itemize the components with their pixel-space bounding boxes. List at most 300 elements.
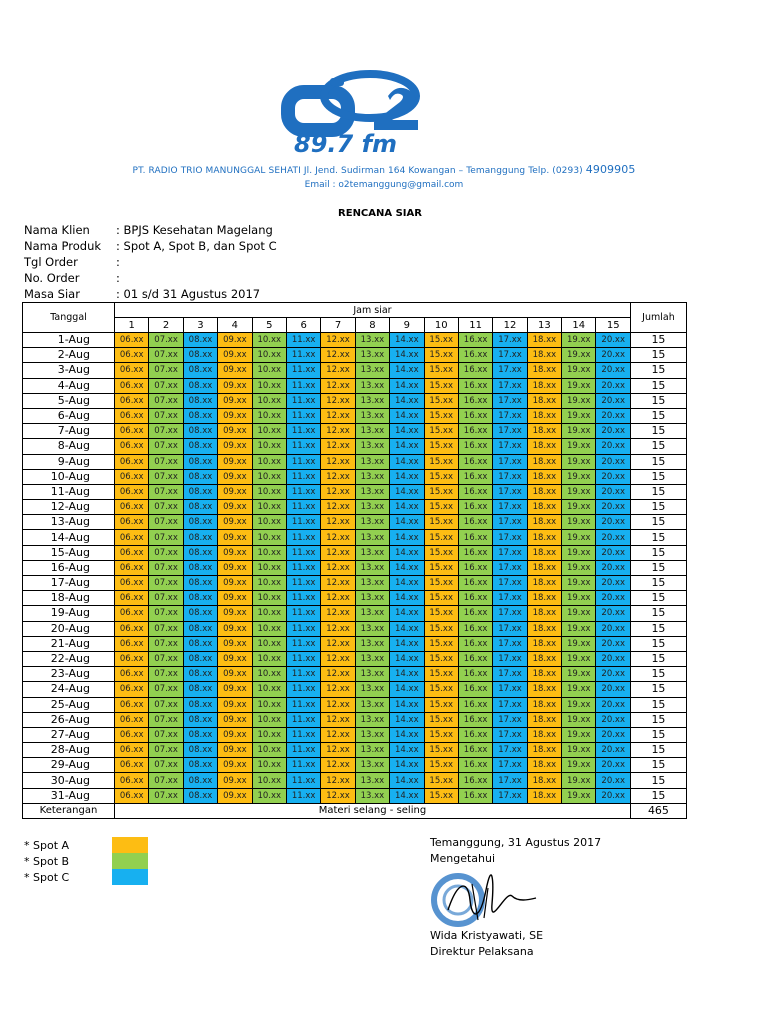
slot-cell: 06.xx	[115, 424, 149, 439]
slot-cell: 19.xx	[562, 697, 596, 712]
slot-cell: 09.xx	[218, 439, 252, 454]
slot-cell: 14.xx	[390, 667, 424, 682]
slot-cell: 13.xx	[355, 393, 389, 408]
slot-cell: 12.xx	[321, 393, 355, 408]
slot-cell: 10.xx	[252, 408, 286, 423]
slot-cell: 18.xx	[527, 591, 561, 606]
slot-cell: 17.xx	[493, 530, 527, 545]
hour-header: 7	[321, 318, 355, 333]
signature-stamp	[428, 870, 540, 930]
slot-cell: 10.xx	[252, 500, 286, 515]
slot-cell: 12.xx	[321, 743, 355, 758]
slot-cell: 17.xx	[493, 743, 527, 758]
slot-cell: 17.xx	[493, 636, 527, 651]
slot-cell: 13.xx	[355, 576, 389, 591]
hour-header: 1	[115, 318, 149, 333]
slot-cell: 11.xx	[286, 424, 320, 439]
jumlah-cell: 15	[630, 469, 686, 484]
slot-cell: 09.xx	[218, 560, 252, 575]
slot-cell: 08.xx	[183, 378, 217, 393]
slot-cell: 17.xx	[493, 378, 527, 393]
slot-cell: 14.xx	[390, 363, 424, 378]
table-row	[23, 606, 687, 621]
slot-cell: 11.xx	[286, 500, 320, 515]
legend-label: * Spot B	[24, 854, 70, 868]
slot-cell: 12.xx	[321, 545, 355, 560]
slot-cell: 10.xx	[252, 697, 286, 712]
slot-cell: 09.xx	[218, 591, 252, 606]
broadcast-schedule-table	[22, 302, 687, 819]
slot-cell: 13.xx	[355, 712, 389, 727]
slot-cell: 18.xx	[527, 743, 561, 758]
slot-cell: 07.xx	[149, 500, 183, 515]
slot-cell: 13.xx	[355, 484, 389, 499]
slot-cell: 19.xx	[562, 454, 596, 469]
slot-cell: 15.xx	[424, 424, 458, 439]
slot-cell: 17.xx	[493, 333, 527, 348]
slot-cell: 11.xx	[286, 651, 320, 666]
date-cell: 25-Aug	[23, 697, 115, 712]
slot-cell: 17.xx	[493, 348, 527, 363]
slot-cell: 12.xx	[321, 469, 355, 484]
slot-cell: 17.xx	[493, 469, 527, 484]
slot-cell: 07.xx	[149, 378, 183, 393]
hour-header: 15	[596, 318, 630, 333]
date-cell: 5-Aug	[23, 393, 115, 408]
jumlah-cell: 15	[630, 333, 686, 348]
slot-cell: 18.xx	[527, 773, 561, 788]
date-cell: 22-Aug	[23, 651, 115, 666]
slot-cell: 07.xx	[149, 697, 183, 712]
slot-cell: 12.xx	[321, 591, 355, 606]
slot-cell: 20.xx	[596, 697, 630, 712]
slot-cell: 14.xx	[390, 636, 424, 651]
date-cell: 9-Aug	[23, 454, 115, 469]
signature-block	[430, 836, 601, 868]
info-row	[24, 223, 277, 239]
slot-cell: 18.xx	[527, 393, 561, 408]
slot-cell: 16.xx	[458, 606, 492, 621]
slot-cell: 11.xx	[286, 758, 320, 773]
slot-cell: 19.xx	[562, 484, 596, 499]
slot-cell: 06.xx	[115, 333, 149, 348]
slot-cell: 13.xx	[355, 773, 389, 788]
slot-cell: 08.xx	[183, 408, 217, 423]
slot-cell: 16.xx	[458, 788, 492, 803]
slot-cell: 07.xx	[149, 606, 183, 621]
slot-cell: 12.xx	[321, 515, 355, 530]
hour-header: 14	[562, 318, 596, 333]
slot-cell: 08.xx	[183, 393, 217, 408]
slot-cell: 19.xx	[562, 743, 596, 758]
slot-cell: 12.xx	[321, 636, 355, 651]
slot-cell: 17.xx	[493, 606, 527, 621]
slot-cell: 12.xx	[321, 667, 355, 682]
slot-cell: 08.xx	[183, 576, 217, 591]
slot-cell: 08.xx	[183, 515, 217, 530]
slot-cell: 20.xx	[596, 545, 630, 560]
slot-cell: 06.xx	[115, 348, 149, 363]
slot-cell: 13.xx	[355, 651, 389, 666]
slot-cell: 07.xx	[149, 424, 183, 439]
slot-cell: 15.xx	[424, 378, 458, 393]
slot-cell: 10.xx	[252, 530, 286, 545]
slot-cell: 15.xx	[424, 333, 458, 348]
slot-cell: 09.xx	[218, 621, 252, 636]
slot-cell: 20.xx	[596, 333, 630, 348]
slot-cell: 17.xx	[493, 545, 527, 560]
slot-cell: 16.xx	[458, 560, 492, 575]
slot-cell: 14.xx	[390, 408, 424, 423]
slot-cell: 18.xx	[527, 439, 561, 454]
slot-cell: 18.xx	[527, 530, 561, 545]
date-cell: 18-Aug	[23, 591, 115, 606]
table-row	[23, 515, 687, 530]
slot-cell: 17.xx	[493, 484, 527, 499]
slot-cell: 06.xx	[115, 727, 149, 742]
table-row	[23, 651, 687, 666]
slot-cell: 06.xx	[115, 469, 149, 484]
slot-cell: 09.xx	[218, 348, 252, 363]
slot-cell: 18.xx	[527, 500, 561, 515]
slot-cell: 13.xx	[355, 591, 389, 606]
slot-cell: 12.xx	[321, 439, 355, 454]
slot-cell: 18.xx	[527, 484, 561, 499]
slot-cell: 11.xx	[286, 576, 320, 591]
slot-cell: 11.xx	[286, 621, 320, 636]
jumlah-cell: 15	[630, 515, 686, 530]
slot-cell: 17.xx	[493, 363, 527, 378]
date-cell: 12-Aug	[23, 500, 115, 515]
slot-cell: 16.xx	[458, 667, 492, 682]
slot-cell: 10.xx	[252, 545, 286, 560]
slot-cell: 10.xx	[252, 484, 286, 499]
slot-cell: 20.xx	[596, 469, 630, 484]
slot-cell: 13.xx	[355, 363, 389, 378]
date-cell: 20-Aug	[23, 621, 115, 636]
date-cell: 19-Aug	[23, 606, 115, 621]
slot-cell: 16.xx	[458, 439, 492, 454]
slot-cell: 15.xx	[424, 667, 458, 682]
slot-cell: 06.xx	[115, 591, 149, 606]
slot-cell: 16.xx	[458, 530, 492, 545]
slot-cell: 13.xx	[355, 500, 389, 515]
jumlah-cell: 15	[630, 682, 686, 697]
jumlah-cell: 15	[630, 727, 686, 742]
slot-cell: 06.xx	[115, 606, 149, 621]
slot-cell: 10.xx	[252, 712, 286, 727]
table-row	[23, 788, 687, 803]
slot-cell: 07.xx	[149, 576, 183, 591]
slot-cell: 18.xx	[527, 727, 561, 742]
info-label: Nama Klien	[24, 223, 90, 237]
slot-cell: 07.xx	[149, 454, 183, 469]
jumlah-cell: 15	[630, 712, 686, 727]
slot-cell: 18.xx	[527, 363, 561, 378]
slot-cell: 18.xx	[527, 697, 561, 712]
slot-cell: 17.xx	[493, 424, 527, 439]
slot-cell: 20.xx	[596, 788, 630, 803]
slot-cell: 06.xx	[115, 712, 149, 727]
slot-cell: 19.xx	[562, 606, 596, 621]
slot-cell: 09.xx	[218, 788, 252, 803]
slot-cell: 11.xx	[286, 591, 320, 606]
slot-cell: 15.xx	[424, 515, 458, 530]
info-value: :	[116, 271, 120, 285]
slot-cell: 08.xx	[183, 333, 217, 348]
date-cell: 15-Aug	[23, 545, 115, 560]
jumlah-cell: 15	[630, 591, 686, 606]
legend-item	[24, 853, 148, 869]
jumlah-cell: 15	[630, 773, 686, 788]
slot-cell: 17.xx	[493, 773, 527, 788]
slot-cell: 17.xx	[493, 621, 527, 636]
slot-cell: 07.xx	[149, 621, 183, 636]
slot-cell: 07.xx	[149, 667, 183, 682]
date-cell: 24-Aug	[23, 682, 115, 697]
date-cell: 7-Aug	[23, 424, 115, 439]
jumlah-cell: 15	[630, 454, 686, 469]
slot-cell: 11.xx	[286, 454, 320, 469]
slot-cell: 16.xx	[458, 712, 492, 727]
date-cell: 30-Aug	[23, 773, 115, 788]
slot-cell: 12.xx	[321, 408, 355, 423]
slot-cell: 07.xx	[149, 712, 183, 727]
slot-cell: 17.xx	[493, 560, 527, 575]
slot-cell: 09.xx	[218, 393, 252, 408]
date-cell: 2-Aug	[23, 348, 115, 363]
hour-header: 6	[286, 318, 320, 333]
slot-cell: 08.xx	[183, 348, 217, 363]
slot-cell: 20.xx	[596, 682, 630, 697]
slot-cell: 11.xx	[286, 348, 320, 363]
slot-cell: 17.xx	[493, 788, 527, 803]
slot-cell: 11.xx	[286, 773, 320, 788]
slot-cell: 18.xx	[527, 712, 561, 727]
date-cell: 28-Aug	[23, 743, 115, 758]
slot-cell: 14.xx	[390, 454, 424, 469]
legend-label: * Spot A	[24, 838, 70, 852]
slot-cell: 06.xx	[115, 393, 149, 408]
hour-header: 3	[183, 318, 217, 333]
slot-cell: 13.xx	[355, 682, 389, 697]
slot-cell: 14.xx	[390, 530, 424, 545]
slot-cell: 19.xx	[562, 712, 596, 727]
slot-cell: 15.xx	[424, 651, 458, 666]
spot-legend	[24, 837, 148, 885]
slot-cell: 08.xx	[183, 743, 217, 758]
place-date: Temanggung, 31 Agustus 2017	[430, 836, 602, 849]
slot-cell: 13.xx	[355, 636, 389, 651]
slot-cell: 06.xx	[115, 682, 149, 697]
slot-cell: 08.xx	[183, 560, 217, 575]
slot-cell: 10.xx	[252, 651, 286, 666]
slot-cell: 18.xx	[527, 408, 561, 423]
slot-cell: 20.xx	[596, 424, 630, 439]
slot-cell: 19.xx	[562, 363, 596, 378]
slot-cell: 20.xx	[596, 667, 630, 682]
slot-cell: 16.xx	[458, 424, 492, 439]
slot-cell: 19.xx	[562, 439, 596, 454]
slot-cell: 14.xx	[390, 560, 424, 575]
date-cell: 17-Aug	[23, 576, 115, 591]
slot-cell: 11.xx	[286, 378, 320, 393]
slot-cell: 15.xx	[424, 408, 458, 423]
slot-cell: 07.xx	[149, 393, 183, 408]
slot-cell: 09.xx	[218, 758, 252, 773]
slot-cell: 14.xx	[390, 773, 424, 788]
slot-cell: 06.xx	[115, 758, 149, 773]
slot-cell: 17.xx	[493, 651, 527, 666]
slot-cell: 08.xx	[183, 636, 217, 651]
slot-cell: 10.xx	[252, 667, 286, 682]
slot-cell: 09.xx	[218, 773, 252, 788]
slot-cell: 20.xx	[596, 530, 630, 545]
signer-position: Direktur Pelaksana	[430, 945, 534, 958]
slot-cell: 06.xx	[115, 621, 149, 636]
table-row	[23, 758, 687, 773]
slot-cell: 19.xx	[562, 545, 596, 560]
jumlah-cell: 15	[630, 651, 686, 666]
slot-cell: 08.xx	[183, 530, 217, 545]
slot-cell: 19.xx	[562, 378, 596, 393]
slot-cell: 16.xx	[458, 773, 492, 788]
slot-cell: 08.xx	[183, 500, 217, 515]
table-row	[23, 500, 687, 515]
slot-cell: 11.xx	[286, 636, 320, 651]
slot-cell: 06.xx	[115, 697, 149, 712]
slot-cell: 20.xx	[596, 621, 630, 636]
slot-cell: 07.xx	[149, 727, 183, 742]
slot-cell: 16.xx	[458, 576, 492, 591]
slot-cell: 07.xx	[149, 651, 183, 666]
jumlah-cell: 15	[630, 530, 686, 545]
slot-cell: 12.xx	[321, 576, 355, 591]
hour-header: 13	[527, 318, 561, 333]
slot-cell: 11.xx	[286, 515, 320, 530]
slot-cell: 10.xx	[252, 560, 286, 575]
slot-cell: 20.xx	[596, 363, 630, 378]
slot-cell: 12.xx	[321, 454, 355, 469]
slot-cell: 10.xx	[252, 363, 286, 378]
slot-cell: 16.xx	[458, 393, 492, 408]
signer-block	[430, 929, 543, 961]
hour-header: 5	[252, 318, 286, 333]
slot-cell: 20.xx	[596, 393, 630, 408]
slot-cell: 10.xx	[252, 393, 286, 408]
slot-cell: 14.xx	[390, 439, 424, 454]
slot-cell: 08.xx	[183, 621, 217, 636]
slot-cell: 07.xx	[149, 333, 183, 348]
slot-cell: 09.xx	[218, 378, 252, 393]
slot-cell: 12.xx	[321, 621, 355, 636]
slot-cell: 07.xx	[149, 560, 183, 575]
slot-cell: 12.xx	[321, 606, 355, 621]
slot-cell: 17.xx	[493, 591, 527, 606]
slot-cell: 17.xx	[493, 667, 527, 682]
slot-cell: 18.xx	[527, 788, 561, 803]
slot-cell: 11.xx	[286, 363, 320, 378]
slot-cell: 20.xx	[596, 591, 630, 606]
slot-cell: 15.xx	[424, 439, 458, 454]
slot-cell: 20.xx	[596, 378, 630, 393]
slot-cell: 12.xx	[321, 424, 355, 439]
legend-swatch	[112, 869, 148, 885]
slot-cell: 19.xx	[562, 515, 596, 530]
slot-cell: 20.xx	[596, 651, 630, 666]
slot-cell: 08.xx	[183, 484, 217, 499]
table-row	[23, 408, 687, 423]
slot-cell: 19.xx	[562, 773, 596, 788]
jumlah-cell: 15	[630, 560, 686, 575]
slot-cell: 18.xx	[527, 424, 561, 439]
slot-cell: 18.xx	[527, 378, 561, 393]
jumlah-cell: 15	[630, 408, 686, 423]
slot-cell: 07.xx	[149, 439, 183, 454]
date-cell: 16-Aug	[23, 560, 115, 575]
date-cell: 27-Aug	[23, 727, 115, 742]
slot-cell: 19.xx	[562, 530, 596, 545]
slot-cell: 16.xx	[458, 484, 492, 499]
jumlah-cell: 15	[630, 636, 686, 651]
slot-cell: 09.xx	[218, 712, 252, 727]
slot-cell: 13.xx	[355, 621, 389, 636]
slot-cell: 11.xx	[286, 469, 320, 484]
jumlah-cell: 15	[630, 484, 686, 499]
table-row	[23, 378, 687, 393]
slot-cell: 11.xx	[286, 439, 320, 454]
document-title: RENCANA SIAR	[338, 208, 422, 219]
slot-cell: 16.xx	[458, 621, 492, 636]
slot-cell: 16.xx	[458, 727, 492, 742]
slot-cell: 15.xx	[424, 545, 458, 560]
slot-cell: 09.xx	[218, 530, 252, 545]
slot-cell: 17.xx	[493, 408, 527, 423]
table-row	[23, 697, 687, 712]
slot-cell: 09.xx	[218, 651, 252, 666]
slot-cell: 16.xx	[458, 591, 492, 606]
legend-swatch	[112, 853, 148, 869]
slot-cell: 14.xx	[390, 500, 424, 515]
jumlah-cell: 15	[630, 743, 686, 758]
slot-cell: 15.xx	[424, 743, 458, 758]
slot-cell: 16.xx	[458, 378, 492, 393]
slot-cell: 18.xx	[527, 651, 561, 666]
jumlah-cell: 15	[630, 439, 686, 454]
slot-cell: 10.xx	[252, 621, 286, 636]
hour-header: 8	[355, 318, 389, 333]
slot-cell: 18.xx	[527, 636, 561, 651]
slot-cell: 16.xx	[458, 500, 492, 515]
slot-cell: 11.xx	[286, 333, 320, 348]
slot-cell: 12.xx	[321, 788, 355, 803]
slot-cell: 12.xx	[321, 530, 355, 545]
slot-cell: 08.xx	[183, 667, 217, 682]
slot-cell: 07.xx	[149, 788, 183, 803]
slot-cell: 08.xx	[183, 758, 217, 773]
slot-cell: 15.xx	[424, 500, 458, 515]
slot-cell: 11.xx	[286, 545, 320, 560]
jumlah-cell: 15	[630, 606, 686, 621]
slot-cell: 13.xx	[355, 758, 389, 773]
slot-cell: 06.xx	[115, 363, 149, 378]
slot-cell: 16.xx	[458, 348, 492, 363]
slot-cell: 18.xx	[527, 606, 561, 621]
slot-cell: 16.xx	[458, 454, 492, 469]
slot-cell: 10.xx	[252, 727, 286, 742]
slot-cell: 18.xx	[527, 515, 561, 530]
date-cell: 31-Aug	[23, 788, 115, 803]
